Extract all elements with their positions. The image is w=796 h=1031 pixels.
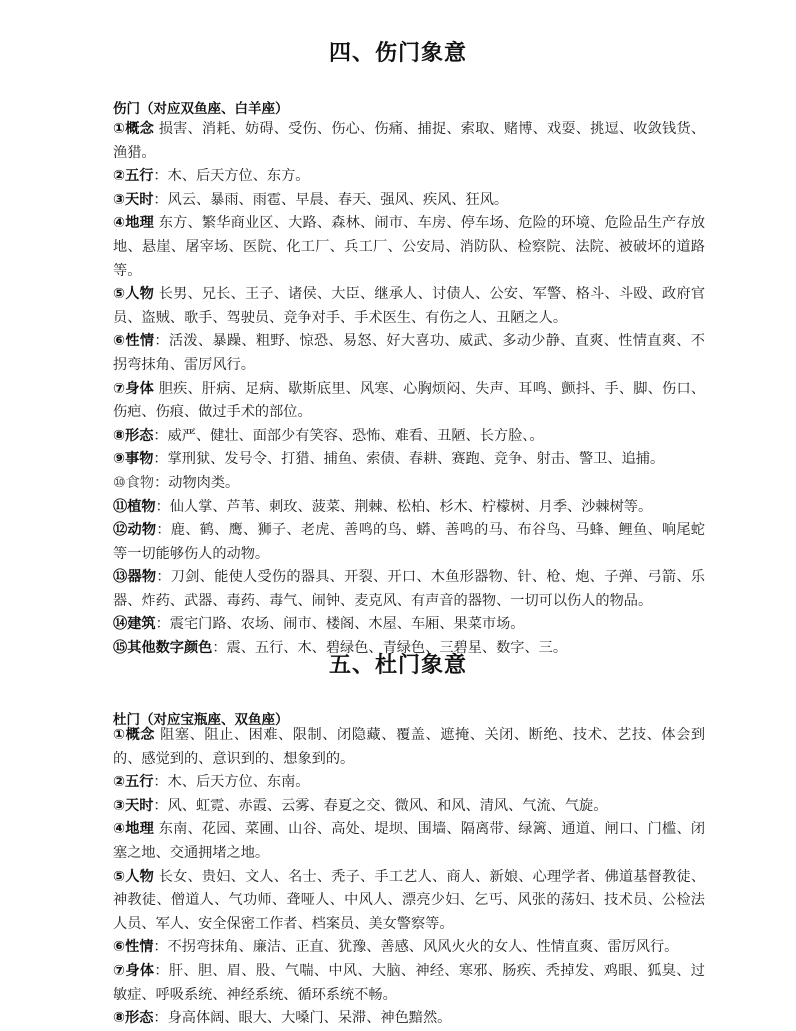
attribute-label: ④地理 — [113, 821, 154, 838]
attribute-text: ：掌刑狱、发号令、打猎、捕鱼、索债、春耕、赛跑、竞争、射击、警卫、追捕。 — [153, 451, 665, 468]
attribute-item — [113, 724, 705, 771]
attribute-text: 阻塞、阻止、困难、限制、闭隐藏、覆盖、遮掩、关闭、断绝、技术、艺技、体会到的、感觉到的、意识到的、想象到的。 — [113, 727, 706, 767]
attribute-text: ：活泼、暴躁、粗野、惊恐、易怒、好大喜功、威武、多动少静、直爽、性情直爽、不拐弯抹角、雷厉风行。 — [113, 333, 705, 373]
attribute-item — [113, 448, 705, 472]
attribute-list — [113, 118, 705, 661]
attribute-text: ：仙人掌、芦苇、刺玫、菠菜、荆棘、松柏、杉木、柠檬树、月季、沙棘树等。 — [155, 498, 653, 515]
attribute-text: ：刀剑、能使人受伤的器具、开裂、开口、木鱼形器物、针、枪、炮、子弹、弓箭、乐器、炸药、武器、毒药、毒气、闹钟、麦克风、有声音的器物、一切可以伤人的物品。 — [113, 569, 705, 609]
attribute-label: ③天时 — [113, 797, 154, 814]
section-title: 五、杜门象意 — [328, 653, 467, 678]
attribute-label: ⑤人物 — [113, 286, 154, 303]
attribute-item — [113, 771, 705, 795]
attribute-label: ⑬器物 — [113, 569, 157, 586]
attribute-item — [113, 330, 705, 377]
attribute-label: ②五行 — [113, 168, 154, 185]
attribute-item — [113, 212, 705, 283]
attribute-item — [113, 566, 705, 613]
attribute-text: ：震宅门路、农场、闹市、楼阁、木屋、车厢、果菜市场。 — [155, 616, 525, 633]
attribute-item — [113, 519, 705, 566]
attribute-label: ⑮其他数字颜色 — [113, 640, 213, 657]
attribute-label: ⑦身体 — [113, 962, 155, 979]
attribute-text: 损害、消耗、妨碍、受伤、伤心、伤痛、捕捉、索取、赌博、戏耍、挑逗、收敛钱货、渔猎。 — [113, 121, 706, 161]
attribute-item — [113, 496, 705, 520]
attribute-item — [113, 818, 705, 865]
attribute-text: ：威严、健壮、面部少有笑容、恐怖、难看、丑陋、长方脸、。 — [153, 427, 544, 444]
attribute-text: ：鹿、鹤、鹰、狮子、老虎、善鸣的鸟、蟒、善鸣的马、布谷鸟、马蜂、鲤鱼、响尾蛇等一切能够伤人的动物。 — [113, 522, 705, 562]
attribute-label: ⑭建筑 — [113, 616, 156, 633]
attribute-label: ⑦身体 — [113, 380, 154, 397]
attribute-text: 东南、花园、菜圃、山谷、高处、堤坝、围墙、隔离带、绿篱、通道、闸口、门槛、闭塞之地、交通拥堵之地。 — [113, 821, 706, 861]
attribute-label: ⑨事物 — [113, 451, 154, 468]
attribute-item — [113, 283, 705, 330]
attribute-item — [113, 936, 705, 960]
attribute-text: ：身高体阔、眼大、大嗓门、呆滞、神色黯然。 — [153, 1010, 452, 1027]
attribute-label: ⑥性情 — [113, 939, 154, 956]
attribute-text: ：风、虹霓、赤霞、云雾、春夏之交、微风、和风、清风、气流、气旋。 — [153, 797, 608, 814]
attribute-label: ⑧形态 — [113, 1010, 154, 1027]
attribute-item — [113, 378, 705, 425]
attribute-text: ：震、五行、木、碧绿色、青绿色、三碧星、数字、三。 — [212, 640, 568, 657]
attribute-text: ：不拐弯抹角、廉洁、正直、犹豫、善感、风风火火的女人、性情直爽、雷厉风行。 — [153, 939, 679, 956]
attribute-item — [113, 189, 705, 213]
attribute-label: ②五行 — [113, 774, 154, 791]
attribute-text: ：木、后天方位、东方。 — [153, 168, 310, 185]
attribute-item — [113, 960, 705, 1007]
attribute-text: 胆疾、肝病、足病、歇斯底里、风寒、心胸烦闷、失声、耳鸣、颤抖、手、脚、伤口、伤疤、伤痕、做过手术的部位。 — [113, 380, 706, 421]
attribute-item — [113, 472, 705, 496]
attribute-text: 长男、兄长、王子、诸侯、大臣、继承人、讨债人、公安、军警、格斗、斗殴、政府官员、盗贼、歌手、驾驶员、竞争对手、手术医生、有伤之人、丑陋之人。 — [113, 286, 706, 326]
attribute-item — [113, 425, 705, 449]
section-subtitle: 杜门（对应宝瓶座、双鱼座） — [113, 712, 289, 728]
attribute-label: ⑥性情 — [113, 333, 155, 350]
attribute-text: ：动物肉类。 — [154, 474, 240, 491]
attribute-item — [113, 165, 705, 189]
attribute-label: ③天时 — [113, 191, 154, 208]
attribute-item — [113, 118, 705, 165]
attribute-label: ①概念 — [113, 727, 156, 743]
attribute-text: 长女、贵妇、文人、名士、秃子、手工艺人、商人、新娘、心理学者、佛道基督教徒、神教徒、僧道人、气功师、聋哑人、中风人、漂亮少妇、乞丐、风张的荡妇、技术员、公检法人员、军人、安全保密工作者、档案员、美女警察等。 — [113, 868, 706, 932]
attribute-item — [113, 1007, 705, 1031]
attribute-item — [113, 613, 705, 637]
attribute-label: ①概念 — [113, 121, 154, 137]
section-title: 四、伤门象意 — [328, 41, 467, 66]
attribute-list — [113, 724, 705, 1031]
attribute-label: ⑩食物 — [113, 474, 155, 491]
attribute-text: 东方、繁华商业区、大路、森林、闹市、车房、停车场、危险的环境、危险品生产存放地、悬崖、屠宰场、医院、化工厂、兵工厂、公安局、消防队、检察院、法院、被破坏的道路等。 — [113, 215, 706, 279]
attribute-item — [113, 866, 705, 937]
attribute-text: ：风云、暴雨、雨雹、早晨、春天、强风、疾风、狂风。 — [153, 191, 509, 208]
attribute-label: ④地理 — [113, 215, 154, 232]
attribute-label: ⑪植物 — [113, 498, 156, 515]
attribute-label: ⑫动物 — [113, 522, 157, 539]
attribute-item — [113, 795, 705, 819]
attribute-label: ⑧形态 — [113, 427, 154, 444]
section-subtitle: 伤门（对应双鱼座、白羊座） — [113, 101, 289, 117]
attribute-label: ⑤人物 — [113, 868, 154, 885]
attribute-text: ：木、后天方位、东南。 — [153, 774, 310, 791]
attribute-text: ：肝、胆、眉、股、气喘、中风、大脑、神经、寒邪、肠疾、秃掉发、鸡眼、狐臭、过敏症、呼吸系统、神经系统、循环系统不畅。 — [113, 962, 705, 1003]
